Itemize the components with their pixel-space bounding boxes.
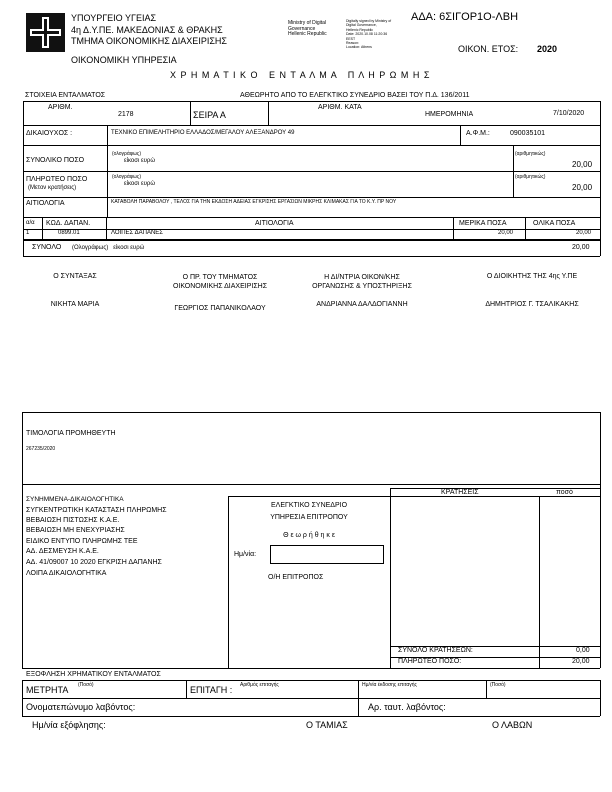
hospital-logo bbox=[26, 13, 65, 52]
receiver-label: Ο ΛΑΒΩΝ bbox=[492, 720, 533, 730]
fiscal-year: 2020 bbox=[537, 44, 558, 54]
table-row-partial: 20,00 bbox=[498, 230, 514, 236]
attachment-item: ΒΕΒΑΙΩΣΗ ΜΗ ΕΝΕΧΥΡΙΑΣΗΣ bbox=[26, 527, 125, 534]
divider bbox=[22, 412, 23, 484]
reason-label: ΑΙΤΙΟΛΟΓΙΑ bbox=[26, 200, 65, 207]
signer-name-4: ΔΗΜΗΤΡΙΟΣ Γ. ΤΣΑΛΙΚΑΚΗΣ bbox=[485, 301, 579, 308]
signer-role-4: Ο ΔΙΟΙΚΗΤΗΣ ΤΗΣ 4ης Υ.ΠΕ bbox=[486, 273, 578, 280]
divider bbox=[107, 125, 108, 145]
divider bbox=[453, 217, 454, 239]
divider bbox=[23, 256, 600, 257]
divider bbox=[486, 680, 487, 698]
signer-role-2: Ο ΠΡ. ΤΟΥ ΤΜΗΜΑΤΟΣ ΟΙΚΟΝΟΜΙΚΗΣ ΔΙΑΧΕΙΡΙΣΗΣ bbox=[172, 274, 268, 290]
divider bbox=[460, 125, 461, 145]
total-amount-value: 20,00 bbox=[572, 160, 593, 169]
divider bbox=[22, 484, 23, 668]
sum-label: ΣΥΝΟΛΟ bbox=[32, 244, 62, 251]
deductions-total-value: 0,00 bbox=[576, 647, 590, 654]
deductions-total-label: ΣΥΝΟΛΟ ΚΡΑΤΗΣΕΩΝ: bbox=[398, 647, 473, 654]
cashier-label: Ο ΤΑΜΙΑΣ bbox=[306, 720, 348, 730]
table-row-aa: 1 bbox=[26, 230, 30, 236]
payable-words: είκοσι ευρώ bbox=[124, 181, 156, 187]
sum-value: 20,00 bbox=[572, 244, 590, 251]
table-row-desc: ΛΟΙΠΕΣ ΔΑΠΑΝΕΣ bbox=[111, 230, 163, 236]
number-label: ΑΡΙΘΜ. bbox=[48, 104, 73, 111]
payable-amount-value: 20,00 bbox=[572, 183, 593, 192]
divider bbox=[358, 698, 359, 716]
invoice-value: 267235/2020 bbox=[26, 446, 56, 452]
total-in-words-hint: (ολογράφως) bbox=[112, 151, 142, 157]
divider bbox=[22, 668, 600, 669]
divider bbox=[525, 217, 526, 239]
deductions-payable-label: ΠΛΗΡΩΤΕΟ ΠΟΣΟ: bbox=[398, 658, 462, 665]
divider bbox=[23, 229, 600, 230]
attachment-item: ΣΥΓΚΕΝΤΡΩΤΙΚΗ ΚΑΤΑΣΤΑΣΗ ΠΛΗΡΩΜΗΣ bbox=[26, 507, 167, 514]
signer-name-1: ΝΙΚΗΤΑ ΜΑΡΙΑ bbox=[50, 301, 100, 308]
fiscal-year-label: ΟΙΚΟΝ. ΕΤΟΣ: bbox=[458, 44, 519, 54]
receiver-name-label: Ονοματεπώνυμο λαβόντος: bbox=[26, 702, 136, 712]
ministry-name: ΥΠΟΥΡΓΕΙΟ ΥΓΕΙΑΣ bbox=[71, 13, 157, 23]
divider bbox=[23, 217, 600, 218]
digital-signature-detail: Digitally signed by Ministry of Digital Governance, Hellenic Republic Date: 2020.10.08 11:20:36 EEST Reason: Location: Athens bbox=[346, 19, 392, 50]
service-name: ΟΙΚΟΝΟΜΙΚΗ ΥΠΗΡΕΣΙΑ bbox=[71, 55, 177, 65]
date-label: ΗΜΕΡΟΜΗΝΙΑ bbox=[425, 111, 474, 118]
info-bar-right: ΑΘΕΩΡΗΤΟ ΑΠΟ ΤΟ ΕΛΕΓΚΤΙΚΟ ΣΥΝΕΔΡΙΟ ΒΑΣΕΙ ΤΟΥ Π.Δ. 136/2011 bbox=[240, 92, 470, 99]
hospital-name: 4η Δ.Υ.ΠΕ. ΜΑΚΕΔΟΝΙΑΣ & ΘΡΑΚΗΣ bbox=[71, 25, 223, 35]
arith-kata-label: ΑΡΙΘΜ. ΚΑΤΑ bbox=[318, 104, 362, 111]
audit-line1: ΕΛΕΓΚΤΙΚΟ ΣΥΝΕΔΡΙΟ bbox=[270, 502, 348, 509]
payable-in-words-hint: (ολογράφως) bbox=[112, 174, 142, 180]
divider bbox=[42, 217, 43, 239]
divider bbox=[22, 484, 600, 485]
divider bbox=[600, 484, 601, 668]
department-name: ΤΜΗΜΑ ΟΙΚΟΝΟΜΙΚΗΣ ΔΙΑΧΕΙΡΙΣΗΣ bbox=[71, 36, 227, 46]
deductions-header: ΚΡΑΤΗΣΕΙΣ bbox=[441, 489, 479, 496]
attachment-item: ΕΙΔΙΚΟ ΕΝΤΥΠΟ ΠΛΗΡΩΜΗΣ ΤΕΕ bbox=[26, 538, 138, 545]
table-header-desc: ΑΙΤΙΟΛΟΓΙΑ bbox=[255, 220, 294, 227]
beneficiary-label: ΔΙΚΑΙΟΥΧΟΣ : bbox=[26, 130, 73, 137]
payment-date-label: Ημ/νία εξόφλησης: bbox=[32, 720, 106, 730]
attachment-item: ΑΔ. 41/09007 10 2020 ΕΓΚΡΙΣΗ ΔΑΠΑΝΗΣ bbox=[26, 559, 162, 566]
signer-name-2: ΓΕΩΡΓΙΟΣ ΠΑΠΑΝΙΚΟΛΑΟΥ bbox=[174, 305, 266, 312]
deductions-amount-header: ποσό bbox=[556, 489, 573, 496]
audit-date-label: Ημ/νία: bbox=[234, 551, 257, 558]
divider bbox=[600, 680, 601, 716]
table-row-code: 0899.01 bbox=[58, 230, 80, 236]
divider bbox=[600, 101, 601, 256]
beneficiary-value: ΤΕΧΝΙΚΟ ΕΠΙΜΕΛΗΤΗΡΙΟ ΕΛΛΑΔΟΣ/ΜΕΓΑΛΟΥ ΑΛΕΞΑΝΔΡΟΥ 49 bbox=[111, 130, 295, 136]
payable-amount-sub: (Μετον κρατήσεις) bbox=[28, 185, 77, 191]
divider bbox=[186, 680, 187, 698]
sum-words: (Ολογράφως) είκοσι ευρώ bbox=[72, 245, 145, 251]
receiver-id-label: Αρ. ταυτ. λαβόντος: bbox=[368, 702, 446, 712]
attachments-title: ΣΥΝΗΜΜΕΝΑ-ΔΙΚΑΙΟΛΟΓΗΤΙΚΑ bbox=[26, 496, 124, 503]
reason-value: ΚΑΤΑΒΟΛΗ ΠΑΡΑΒΟΛΟΥ , ΤΕΛΟΣ ΓΙΑ ΤΗΝ ΕΚΔΟΣΗ ΑΔΕΙΑΣ ΕΓΚΡΙΣΗΣ ΕΡΓΑΣΙΩΝ ΜΙΚΡΗΣ ΚΛΙΜΑΚΑΣ ΓΙΑ ΤΟ Κ.Υ. ΠΡ ΝΟΥ bbox=[111, 199, 397, 205]
cheque-label: ΕΠΙΤΑΓΗ : bbox=[190, 685, 233, 695]
divider bbox=[23, 239, 600, 241]
audit-line2: ΥΠΗΡΕΣΙΑ ΕΠΙΤΡΟΠΟΥ bbox=[270, 514, 348, 521]
attachment-item: ΛΟΙΠΑ ΔΙΚΑΙΟΛΟΓΗΤΙΚΑ bbox=[26, 570, 107, 577]
divider bbox=[268, 101, 269, 125]
total-in-digits-hint: (αριθμητικώς) bbox=[515, 151, 546, 157]
total-words: είκοσι ευρώ bbox=[124, 158, 156, 164]
table-row-total: 20,00 bbox=[576, 230, 592, 236]
divider bbox=[107, 197, 108, 217]
divider bbox=[22, 716, 600, 717]
table-header-partial: ΜΕΡΙΚΑ ΠΟΣΑ bbox=[459, 220, 507, 227]
afm-label: Α.Φ.Μ.: bbox=[466, 130, 490, 137]
payable-amount-label: ΠΛΗΡΩΤΕΟ ΠΟΣΟ bbox=[26, 176, 88, 183]
total-amount-label: ΣΥΝΟΛΙΚΟ ΠΟΣΟ bbox=[26, 157, 85, 164]
cheque-date-hint: Ημ/νία έκδοσης επιταγής bbox=[362, 682, 417, 688]
signer-role-3: Η ΔΙ/ΝΤΡΙΑ ΟΙΚΟΝ/ΚΗΣ ΟΡΓΑΝΩΣΗΣ & ΥΠΟΣΤΗΡΙΞΗΣ bbox=[312, 274, 412, 290]
digital-signature-label: Ministry of Digital Governance Hellenic Republic bbox=[288, 20, 327, 37]
cheque-amount-hint: (Ποσό) bbox=[490, 682, 506, 688]
divider bbox=[23, 171, 600, 172]
document-title: Χ Ρ Η Μ Α Τ Ι Κ Ο Ε Ν Τ Α Λ Μ Α Π Λ Η Ρ Ω Μ Η Σ bbox=[170, 70, 431, 80]
attachment-item: ΑΔ. ΔΕΣΜΕΥΣΗ Κ.Α.Ε. bbox=[26, 548, 99, 555]
audit-signer: Ο/Η ΕΠΙΤΡΟΠΟΣ bbox=[268, 574, 324, 581]
deductions-payable-value: 20,00 bbox=[572, 658, 590, 665]
divider bbox=[22, 412, 600, 413]
afm-value: 090035101 bbox=[510, 130, 546, 137]
cheque-number-hint: Αριθμός επιταγής bbox=[240, 682, 279, 688]
divider bbox=[22, 680, 600, 681]
table-header-aa: α/α bbox=[26, 220, 35, 226]
divider bbox=[106, 217, 107, 239]
divider bbox=[228, 496, 229, 668]
number-value: 2178 bbox=[118, 111, 134, 118]
divider bbox=[23, 197, 600, 198]
divider bbox=[22, 698, 600, 699]
payment-title: ΕΞΟΦΛΗΣΗ ΧΡΗΜΑΤΙΚΟΥ ΕΝΤΑΛΜΑΤΟΣ bbox=[26, 671, 161, 678]
cash-label: ΜΕΤΡΗΤΑ bbox=[26, 685, 69, 695]
info-bar-left: ΣΤΟΙΧΕΙΑ ΕΝΤΑΛΜΑΤΟΣ bbox=[25, 92, 106, 99]
divider bbox=[190, 101, 191, 125]
divider bbox=[358, 680, 359, 698]
signer-role-1: Ο ΣΥΝΤΑΞΑΣ bbox=[53, 273, 97, 280]
table-header-code: ΚΩΔ. ΔΑΠΑΝ. bbox=[46, 220, 91, 227]
divider bbox=[228, 496, 600, 497]
ada-code: ΑΔΑ: 6ΣΙΓΟΡ1Ο-ΛΒΗ bbox=[411, 11, 519, 23]
divider bbox=[390, 488, 391, 668]
audit-approved: Θ ε ω ρ ή θ η κ ε bbox=[283, 532, 335, 539]
date-value: 7/10/2020 bbox=[553, 110, 585, 117]
divider bbox=[539, 496, 540, 668]
divider bbox=[600, 412, 601, 484]
divider bbox=[23, 125, 600, 126]
cash-amount-hint: (Ποσό) bbox=[78, 682, 94, 688]
attachment-item: ΒΕΒΑΙΩΣΗ ΠΙΣΤΩΣΗΣ Κ.Α.Ε. bbox=[26, 517, 120, 524]
invoice-label: ΤΙΜΟΛΟΓΙΑ ΠΡΟΜΗΘΕΥΤΗ bbox=[26, 430, 116, 437]
audit-date-input[interactable] bbox=[270, 545, 384, 564]
signer-name-3: ΑΝΔΡΙΑΝΝΑ ΔΑΛΔΟΓΙΑΝΝΗ bbox=[316, 301, 408, 308]
payable-in-digits-hint: (αριθμητικώς) bbox=[515, 174, 546, 180]
series-label: ΣΕΙΡΑ Α bbox=[193, 110, 226, 120]
divider bbox=[23, 101, 600, 102]
table-header-total: ΟΛΙΚΑ ΠΟΣΑ bbox=[533, 220, 576, 227]
